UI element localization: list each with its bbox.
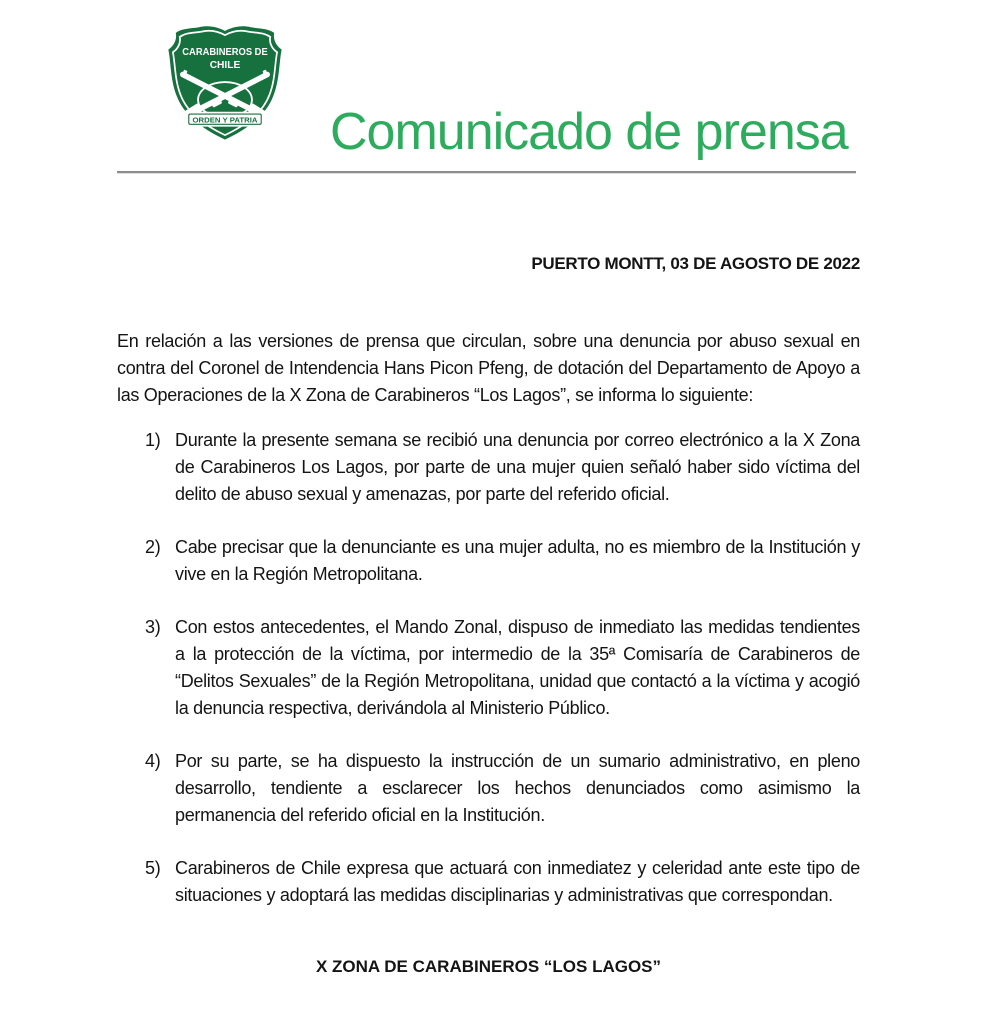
list-item: [117, 534, 860, 588]
list-item-text: Con estos antecedentes, el Mando Zonal, dispuso de inmediato las medidas tendientes a la protección de la víctima, por intermedio de la 35ª Comisaría de Carabineros de “Delitos Sexuales” de la Región Metropolitana, unidad que contactó a la víctima y acogió la denuncia respectiva, derivándola al Ministerio Público.: [175, 617, 860, 718]
orden-y-patria-banner: [177, 112, 274, 127]
list-item-text: Durante la presente semana se recibió una denuncia por correo electrónico a la X Zona de Carabineros Los Lagos, por parte de una mujer quien señaló haber sido víctima del delito de abuso sexual y amenazas, por parte del referido oficial.: [175, 430, 860, 504]
list-item: [117, 748, 860, 829]
list-item: [117, 427, 860, 508]
list-item-number: 2): [145, 537, 161, 557]
document-body: [0, 250, 981, 980]
badge-text-line1: CARABINEROS DE: [182, 47, 268, 59]
list-item-number: 1): [145, 430, 161, 450]
list-item-text: Carabineros de Chile expresa que actuará con inmediatez y celeridad ante este tipo de situaciones y adoptará las medidas disciplinarias y administrativas que correspondan.: [175, 858, 860, 905]
document-header: [0, 0, 981, 174]
list-item-number: 4): [145, 751, 161, 771]
numbered-list: [117, 427, 860, 909]
page-title: Comunicado de prensa: [330, 103, 848, 161]
dateline: PUERTO MONTT, 03 DE AGOSTO DE 2022: [531, 254, 860, 273]
intro-paragraph: En relación a las versiones de prensa que circulan, sobre una denuncia por abuso sexual en contra del Coronel de Intendencia Hans Picon Pfeng, de dotación del Departamento de Apoyo a las Operaciones de la X Zona de Carabineros “Los Lagos”, se informa lo siguiente:: [117, 331, 860, 405]
header-divider: [117, 171, 856, 174]
list-item: [117, 855, 860, 909]
list-item-text: Cabe precisar que la denunciante es una mujer adulta, no es miembro de la Institución y vive en la Región Metropolitana.: [175, 537, 860, 584]
signature-line: X ZONA DE CARABINEROS “LOS LAGOS”: [315, 957, 662, 976]
list-item-text: Por su parte, se ha dispuesto la instrucción de un sumario administrativo, en pleno desarrollo, tendiente a esclarecer los hechos denunciados como asimismo la permanencia del referido oficial en la Institución.: [175, 751, 860, 825]
badge-text-line2: CHILE: [209, 60, 241, 72]
carabineros-de-chile-badge-icon: [160, 20, 290, 146]
list-item-number: 5): [145, 858, 161, 878]
list-item-number: 3): [145, 617, 161, 637]
list-item: [117, 614, 860, 722]
banner-text: ORDEN Y PATRIA: [192, 115, 259, 125]
